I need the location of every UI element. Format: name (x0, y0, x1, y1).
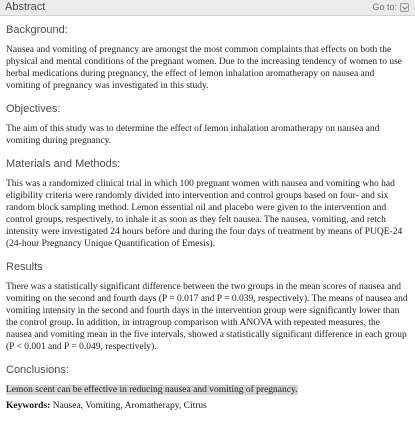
keywords-label: Keywords: (6, 401, 51, 411)
section-title: Abstract (5, 1, 46, 13)
results-heading: Results (6, 261, 43, 273)
methods-heading: Materials and Methods: (6, 158, 121, 170)
keywords-line (6, 400, 408, 412)
objectives-heading: Objectives: (6, 103, 61, 115)
conclusions-text (6, 384, 408, 396)
chevron-down-icon[interactable] (400, 3, 409, 12)
background-heading: Background: (6, 24, 68, 36)
goto-label[interactable]: Go to: (372, 2, 397, 12)
methods-text: This was a randomized clinical trial in which 100 pregnant women with nausea and vomiting who had eligibility criteria were randomly divided into intervention and control groups based on four- and six random block sampling method. Lemon essential oil and placebo were given to the intervention and control groups, respectively, to inhale it as soon as they felt nausea. The nausea, vomiting, and retch intensity were investigated 24 hours before and during the four days of treatment by means of PUQE-24 (24-hour Pregnancy Unique Quantification of Emesis). (6, 179, 403, 249)
results-text: There was a statistically significant difference between the two groups in the mean scores of nausea and vomiting on the second and fourth days (P = 0.017 and P = 0.039, respectively). The means of nausea and vomiting intensity in the second and fourth days in the intervention group were significantly lower than the control group. In addition, in intragroup comparison with ANOVA with repeated measures, the nausea and vomiting mean in the five intervals, showed a statistically significant difference in each group (P < 0.001 and P = 0.049, respectively). (6, 282, 408, 352)
keywords-list: Nausea, Vomiting, Aromatherapy, Citrus (52, 401, 207, 411)
conclusions-heading: Conclusions: (6, 364, 69, 376)
goto-menu[interactable] (372, 1, 409, 14)
objectives-text: The aim of this study was to determine the effect of lemon inhalation aromatherapy on nausea and vomiting during pregnancy. (6, 124, 380, 146)
abstract-header (0, 0, 415, 16)
highlighted-selection: Lemon scent can be effective in reducing nausea and vomiting of pregnancy. (6, 385, 298, 395)
abstract-body (6, 24, 408, 412)
background-text: Nausea and vomiting of pregnancy are amongst the most common complaints that effects on both the physical and mental conditions of the pregnant women. Due to the increasing tendency of women to use herbal medications during pregnancy, the effect of lemon inhalation aromatherapy on nausea and vomiting of pregnancy was investigated in this study. (6, 45, 402, 91)
